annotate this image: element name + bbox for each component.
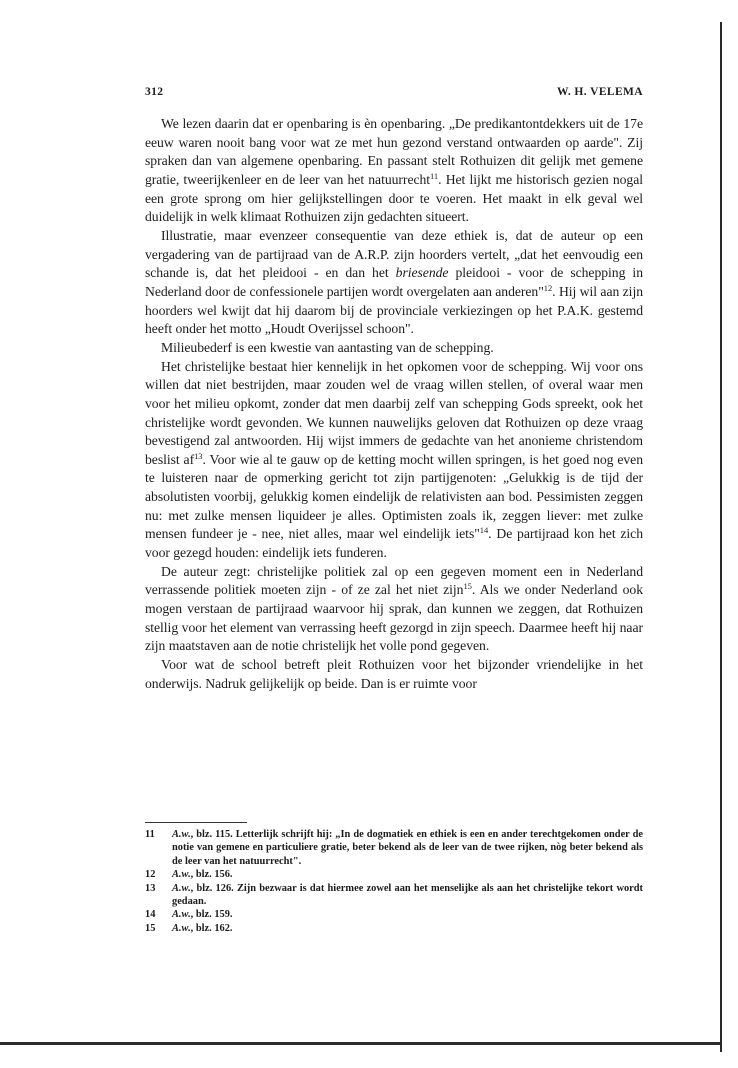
text-run: , blz. 156. — [190, 869, 233, 881]
paragraph — [145, 358, 643, 563]
italic-text: A.w. — [172, 829, 191, 840]
text-run: . Het lijkt me historisch gezien nogal een grote sprong om hier gelijkstellingen door te voeren. Het maakt in elk geval wel duidelijk in welk klimaat Rothuizen zijn gedachten situeert. — [145, 171, 643, 225]
paragraph — [145, 115, 643, 227]
text-run: , blz. 115. Letterlijk schrijft hij: „In de dogmatiek en ethiek is een en ander terechtgekomen onder de notie van gemene en particuliere gratie, beter bekend als de leer van de twee rijken, nòg beter bekend als de leer van het natuurrecht". — [172, 829, 643, 867]
text-run: pleidooi - voor de schepping in Nederland door de confessionele partijen wordt overgelaten aan anderen" — [145, 265, 643, 299]
footnote-text — [172, 908, 643, 921]
running-head-author: W. H. VELEMA — [557, 86, 643, 98]
footnote — [145, 908, 643, 921]
text-run: , blz. 162. — [190, 922, 233, 934]
text-run: Voor wat de school betreft pleit Rothuizen voor het bijzonder vriendelijke in het onderwijs. Nadruk gelijkelijk op beide. Dan is er ruimte voor — [145, 657, 643, 691]
footnote-text — [172, 882, 643, 909]
footnote-number: 12 — [145, 869, 156, 881]
italic-text: briesende — [395, 265, 449, 281]
text-run: Illustratie, maar evenzeer consequentie van deze ethiek is, dat de auteur op een vergadering van de partijraad van de A.R.P. zijn hoorders vertelt, „dat het eenvoudig een schande is, dat het pleidooi - en dan het — [145, 227, 643, 281]
paragraph — [145, 227, 643, 339]
italic-text: A.w. — [172, 922, 191, 934]
footnote-number: 15 — [145, 922, 156, 934]
footnote-text — [172, 868, 643, 881]
paragraph — [145, 656, 643, 693]
text-run: Milieubederf is een kwestie van aantasting van de schepping. — [161, 339, 494, 355]
footnote — [145, 828, 643, 868]
running-header — [145, 86, 643, 100]
footnote-separator — [145, 822, 247, 823]
body-text — [145, 115, 643, 693]
footnote-ref: 11 — [430, 170, 439, 181]
footnote-number: 14 — [145, 909, 156, 921]
footnote-ref: 13 — [194, 450, 203, 461]
italic-text: A.w. — [172, 909, 191, 921]
text-run: . De partijraad kon het zich voor gezegd houden: eindelijk iets funderen. — [145, 526, 643, 561]
footnote-number: 13 — [145, 882, 156, 894]
paragraph — [145, 339, 643, 358]
italic-text: A.w. — [172, 882, 191, 894]
footnote-ref: 12 — [543, 282, 553, 293]
text-run: , blz. 126. Zijn bezwaar is dat hiermee zowel aan het menselijke als aan het christelijke tekort wordt gedaan. — [172, 882, 643, 908]
text-run: , blz. 159. — [190, 909, 233, 921]
footnote-ref: 14 — [479, 525, 489, 536]
footnotes — [145, 828, 643, 935]
page-number: 312 — [145, 86, 164, 98]
text-run: . Als we onder Nederland ook mogen verstaan de partijraad waarvoor hij sprak, dan kunnen we zeggen, dat Rothuizen stellig voor het element van verrassing heeft gezorgd in zijn speech. Daarmee heeft hij naar zijn maatstaven aan de notie christelijk het volle pond gegeven. — [145, 582, 643, 654]
page-edge-bottom — [0, 1042, 722, 1045]
footnote-text — [172, 828, 643, 868]
footnote — [145, 868, 643, 881]
paragraph — [145, 563, 643, 656]
footnote — [145, 882, 643, 909]
footnote — [145, 922, 643, 935]
page-edge-right — [720, 22, 722, 1052]
text-run: De auteur zegt: christelijke politiek zal op een gegeven moment een in Nederland verrassende politiek moeten zijn - of ze zal het niet zijn — [145, 563, 643, 598]
text-run: Het christelijke bestaat hier kennelijk in het opkomen voor de schepping. Wij voor ons willen dat niet bestrijden, maar zouden wel de vraag willen stellen, of overal waar men voor het milieu opkomt, zonder dat men daarbij zelf van schepping Gods spreekt, ook het christelijke wordt gevonden. We kunnen nauwelijks geloven dat Rothuizen op deze vraag bevestigend zal antwoorden. Hij wijst immers de gedachte van het anonieme christendom beslist af — [145, 358, 643, 467]
footnote-text — [172, 922, 643, 935]
text-run: We lezen daarin dat er openbaring is èn openbaring. „De predikantontdekkers uit de 17e eeuw waren nooit bang voor wat ze met hun gezond verstand ontwaarden op aarde". Zij spraken dan van algemene openbaring. En passant stelt Rothuizen dit gelijk met gemene gratie, tweerijkenleer en de leer van het natuurrecht — [145, 116, 643, 187]
text-run: . Voor wie al te gauw op de ketting mocht willen springen, is het goed nog even te luisteren naar de opmerking gericht tot zijn partijgenoten: „Gelukkig is de tijd der absolutisten voorbij, gelukkig komen eindelijk de relativisten aan bod. Pessimisten zeggen nu: met zulke mensen liquideer je alles. Optimisten zoals ik, zeggen liever: met zulke mensen fundeer je - nee, niet alles, maar wel eindelijk iets" — [145, 451, 643, 542]
text-run: . Hij wil aan zijn hoorders wel kwijt dat hij daarom bij de provinciale verkiezingen op het P.A.K. gestemd heeft onder het motto „Houdt Overijssel schoon". — [145, 283, 643, 337]
footnote-ref: 15 — [463, 581, 472, 592]
italic-text: A.w. — [172, 869, 191, 881]
footnote-number: 11 — [145, 829, 155, 840]
